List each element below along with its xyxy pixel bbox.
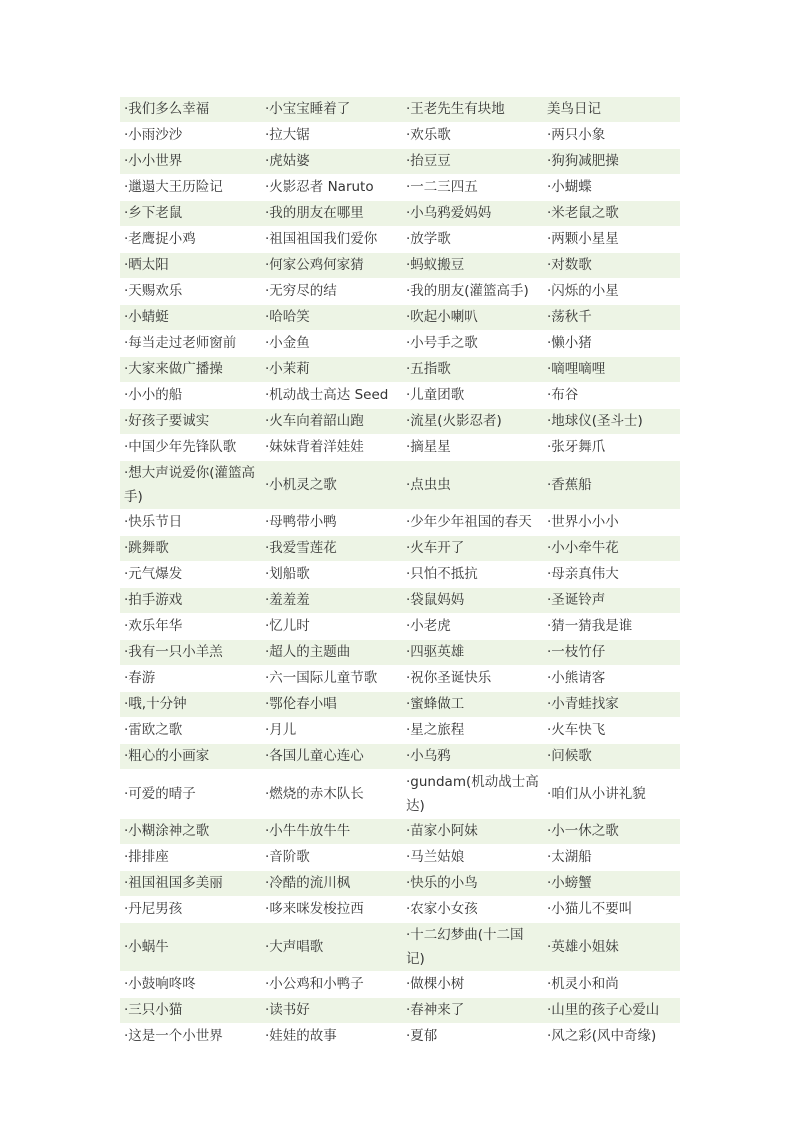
table-row: [120, 331, 680, 357]
song-title-cell: ·虎姑婆: [261, 149, 402, 175]
table-row: [120, 666, 680, 692]
song-title-cell: ·哈哈笑: [261, 305, 402, 331]
song-title-cell: ·懒小猪: [543, 331, 680, 357]
song-title-cell: ·三只小猫: [120, 998, 261, 1024]
song-title-cell: ·马兰姑娘: [402, 845, 543, 871]
song-title-cell: ·小乌鸦爱妈妈: [402, 201, 543, 227]
song-title-cell: ·地球仪(圣斗士): [543, 409, 680, 435]
table-row: [120, 279, 680, 305]
song-title-cell: ·可爱的晴子: [120, 770, 261, 819]
table-row: [120, 175, 680, 201]
song-title-cell: ·做棵小树: [402, 972, 543, 998]
song-title-cell: ·机动战士高达 Seed: [261, 383, 402, 409]
song-title-cell: ·我的朋友(灌篮高手): [402, 279, 543, 305]
table-row: [120, 897, 680, 923]
song-title-cell: ·苗家小阿妹: [402, 819, 543, 845]
song-title-cell: ·我的朋友在哪里: [261, 201, 402, 227]
song-title-cell: ·星之旅程: [402, 718, 543, 744]
song-title-cell: ·欢乐年华: [120, 614, 261, 640]
song-title-cell: ·丹尼男孩: [120, 897, 261, 923]
song-list-table: [120, 97, 680, 1050]
table-row: [120, 1024, 680, 1050]
song-title-cell: ·哦,十分钟: [120, 692, 261, 718]
song-title-cell: ·世界小小小: [543, 510, 680, 536]
table-row: [120, 770, 680, 819]
song-title-cell: ·火车开了: [402, 536, 543, 562]
table-row: [120, 383, 680, 409]
song-title-cell: ·老鹰捉小鸡: [120, 227, 261, 253]
song-title-cell: ·五指歌: [402, 357, 543, 383]
song-title-cell: ·好孩子要诚实: [120, 409, 261, 435]
table-row: [120, 819, 680, 845]
song-title-cell: ·跳舞歌: [120, 536, 261, 562]
table-row: [120, 97, 680, 123]
song-title-cell: ·冷酷的流川枫: [261, 871, 402, 897]
song-title-cell: ·小螃蟹: [543, 871, 680, 897]
song-title-cell: ·放学歌: [402, 227, 543, 253]
table-row: [120, 562, 680, 588]
song-title-cell: ·雷欧之歌: [120, 718, 261, 744]
song-title-cell: ·gundam(机动战士高达): [402, 770, 543, 819]
song-title-cell: ·何家公鸡何家猜: [261, 253, 402, 279]
table-row: [120, 845, 680, 871]
song-title-cell: ·小小世界: [120, 149, 261, 175]
song-title-cell: ·六一国际儿童节歌: [261, 666, 402, 692]
song-title-cell: ·小小的船: [120, 383, 261, 409]
song-title-cell: ·小雨沙沙: [120, 123, 261, 149]
song-title-cell: ·小蜗牛: [120, 923, 261, 972]
song-title-cell: ·春游: [120, 666, 261, 692]
song-title-cell: ·小号手之歌: [402, 331, 543, 357]
table-row: [120, 461, 680, 510]
song-title-cell: ·布谷: [543, 383, 680, 409]
song-title-cell: ·火车快飞: [543, 718, 680, 744]
song-title-cell: ·英雄小姐妹: [543, 923, 680, 972]
song-title-cell: ·母亲真伟大: [543, 562, 680, 588]
song-title-cell: ·拍手游戏: [120, 588, 261, 614]
song-title-cell: ·摘星星: [402, 435, 543, 461]
song-title-cell: ·各国儿童心连心: [261, 744, 402, 770]
song-title-cell: ·快乐节日: [120, 510, 261, 536]
song-title-cell: ·想大声说爱你(灌篮高手): [120, 461, 261, 510]
song-title-cell: ·春神来了: [402, 998, 543, 1024]
song-title-cell: ·读书好: [261, 998, 402, 1024]
song-title-cell: ·大家来做广播操: [120, 357, 261, 383]
song-title-cell: ·米老鼠之歌: [543, 201, 680, 227]
song-title-cell: ·每当走过老师窗前: [120, 331, 261, 357]
table-row: [120, 536, 680, 562]
table-row: [120, 201, 680, 227]
table-row: [120, 305, 680, 331]
song-title-cell: ·流星(火影忍者): [402, 409, 543, 435]
table-row: [120, 253, 680, 279]
table-row: [120, 998, 680, 1024]
table-row: [120, 614, 680, 640]
song-title-cell: ·小糊涂神之歌: [120, 819, 261, 845]
song-title-cell: ·祖国祖国多美丽: [120, 871, 261, 897]
song-title-cell: ·划船歌: [261, 562, 402, 588]
song-title-cell: ·小茉莉: [261, 357, 402, 383]
song-title-cell: ·我有一只小羊羔: [120, 640, 261, 666]
table-row: [120, 149, 680, 175]
song-title-cell: ·儿童团歌: [402, 383, 543, 409]
song-title-cell: ·吹起小喇叭: [402, 305, 543, 331]
table-row: [120, 692, 680, 718]
song-title-cell: ·小宝宝睡着了: [261, 97, 402, 123]
song-title-cell: ·母鸭带小鸭: [261, 510, 402, 536]
song-title-cell: ·羞羞羞: [261, 588, 402, 614]
song-title-cell: ·这是一个小世界: [120, 1024, 261, 1050]
song-title-cell: ·拉大锯: [261, 123, 402, 149]
song-title-cell: ·忆儿时: [261, 614, 402, 640]
song-title-cell: ·王老先生有块地: [402, 97, 543, 123]
song-title-cell: ·小老虎: [402, 614, 543, 640]
song-title-cell: ·祖国祖国我们爱你: [261, 227, 402, 253]
table-row: [120, 588, 680, 614]
table-row: [120, 972, 680, 998]
song-title-cell: ·两颗小星星: [543, 227, 680, 253]
song-title-cell: ·粗心的小画家: [120, 744, 261, 770]
song-title-cell: ·元气爆发: [120, 562, 261, 588]
song-title-cell: ·快乐的小鸟: [402, 871, 543, 897]
song-title-cell: ·妹妹背着洋娃娃: [261, 435, 402, 461]
song-title-cell: ·香蕉船: [543, 461, 680, 510]
song-title-cell: ·问候歌: [543, 744, 680, 770]
song-title-cell: ·闪烁的小星: [543, 279, 680, 305]
song-title-cell: ·蚂蚁搬豆: [402, 253, 543, 279]
song-title-cell: ·小牛牛放牛牛: [261, 819, 402, 845]
song-title-cell: ·点虫虫: [402, 461, 543, 510]
song-title-cell: ·天赐欢乐: [120, 279, 261, 305]
song-title-cell: ·乡下老鼠: [120, 201, 261, 227]
song-title-cell: ·狗狗减肥操: [543, 149, 680, 175]
table-row: [120, 718, 680, 744]
song-title-cell: ·小熊请客: [543, 666, 680, 692]
song-title-cell: ·蜜蜂做工: [402, 692, 543, 718]
song-title-cell: ·小小牵牛花: [543, 536, 680, 562]
song-title-cell: ·哆来咪发梭拉西: [261, 897, 402, 923]
song-title-cell: ·农家小女孩: [402, 897, 543, 923]
song-title-cell: ·对数歌: [543, 253, 680, 279]
table-row: [120, 357, 680, 383]
song-title-cell: ·风之彩(风中奇缘): [543, 1024, 680, 1050]
table-row: [120, 640, 680, 666]
song-title-cell: ·大声唱歌: [261, 923, 402, 972]
table-row: [120, 871, 680, 897]
table-row: [120, 923, 680, 972]
song-title-cell: ·小机灵之歌: [261, 461, 402, 510]
song-title-cell: ·鄂伦春小唱: [261, 692, 402, 718]
song-title-cell: ·小鼓响咚咚: [120, 972, 261, 998]
song-title-cell: ·无穷尽的结: [261, 279, 402, 305]
song-title-cell: ·火影忍者 Naruto: [261, 175, 402, 201]
song-title-cell: ·火车向着韶山跑: [261, 409, 402, 435]
song-title-cell: ·小青蛙找家: [543, 692, 680, 718]
song-title-cell: ·咱们从小讲礼貌: [543, 770, 680, 819]
song-title-cell: ·我们多么幸福: [120, 97, 261, 123]
song-title-cell: ·小金鱼: [261, 331, 402, 357]
song-title-cell: ·一枝竹仔: [543, 640, 680, 666]
song-title-cell: ·张牙舞爪: [543, 435, 680, 461]
song-title-cell: ·我爱雪莲花: [261, 536, 402, 562]
song-title-cell: ·荡秋千: [543, 305, 680, 331]
song-title-cell: ·超人的主题曲: [261, 640, 402, 666]
song-title-cell: ·一二三四五: [402, 175, 543, 201]
song-title-cell: ·夏郁: [402, 1024, 543, 1050]
table-row: [120, 227, 680, 253]
table-row: [120, 435, 680, 461]
song-title-cell: ·晒太阳: [120, 253, 261, 279]
song-title-cell: ·中国少年先锋队歌: [120, 435, 261, 461]
song-title-cell: ·音阶歌: [261, 845, 402, 871]
song-list-body: [120, 97, 680, 1050]
song-title-cell: ·两只小象: [543, 123, 680, 149]
song-title-cell: ·小公鸡和小鸭子: [261, 972, 402, 998]
song-title-cell: ·圣诞铃声: [543, 588, 680, 614]
song-title-cell: ·袋鼠妈妈: [402, 588, 543, 614]
song-title-cell: ·祝你圣诞快乐: [402, 666, 543, 692]
song-title-cell: ·排排座: [120, 845, 261, 871]
song-title-cell: ·小乌鸦: [402, 744, 543, 770]
song-title-cell: ·只怕不抵抗: [402, 562, 543, 588]
song-title-cell: 美鸟日记: [543, 97, 680, 123]
song-title-cell: ·四驱英雄: [402, 640, 543, 666]
song-title-cell: ·猜一猜我是谁: [543, 614, 680, 640]
song-title-cell: ·抬豆豆: [402, 149, 543, 175]
song-title-cell: ·月儿: [261, 718, 402, 744]
table-row: [120, 409, 680, 435]
table-row: [120, 510, 680, 536]
song-title-cell: ·小蜻蜓: [120, 305, 261, 331]
song-title-cell: ·小猫儿不要叫: [543, 897, 680, 923]
song-title-cell: ·机灵小和尚: [543, 972, 680, 998]
song-title-cell: ·小一休之歌: [543, 819, 680, 845]
song-title-cell: ·十二幻梦曲(十二国记): [402, 923, 543, 972]
song-title-cell: ·燃烧的赤木队长: [261, 770, 402, 819]
song-title-cell: ·嘀哩嘀哩: [543, 357, 680, 383]
song-title-cell: ·小蝴蝶: [543, 175, 680, 201]
table-row: [120, 744, 680, 770]
song-title-cell: ·太湖船: [543, 845, 680, 871]
table-row: [120, 123, 680, 149]
song-title-cell: ·娃娃的故事: [261, 1024, 402, 1050]
song-title-cell: ·欢乐歌: [402, 123, 543, 149]
song-title-cell: ·山里的孩子心爱山: [543, 998, 680, 1024]
song-title-cell: ·邋遢大王历险记: [120, 175, 261, 201]
song-title-cell: ·少年少年祖国的春天: [402, 510, 543, 536]
